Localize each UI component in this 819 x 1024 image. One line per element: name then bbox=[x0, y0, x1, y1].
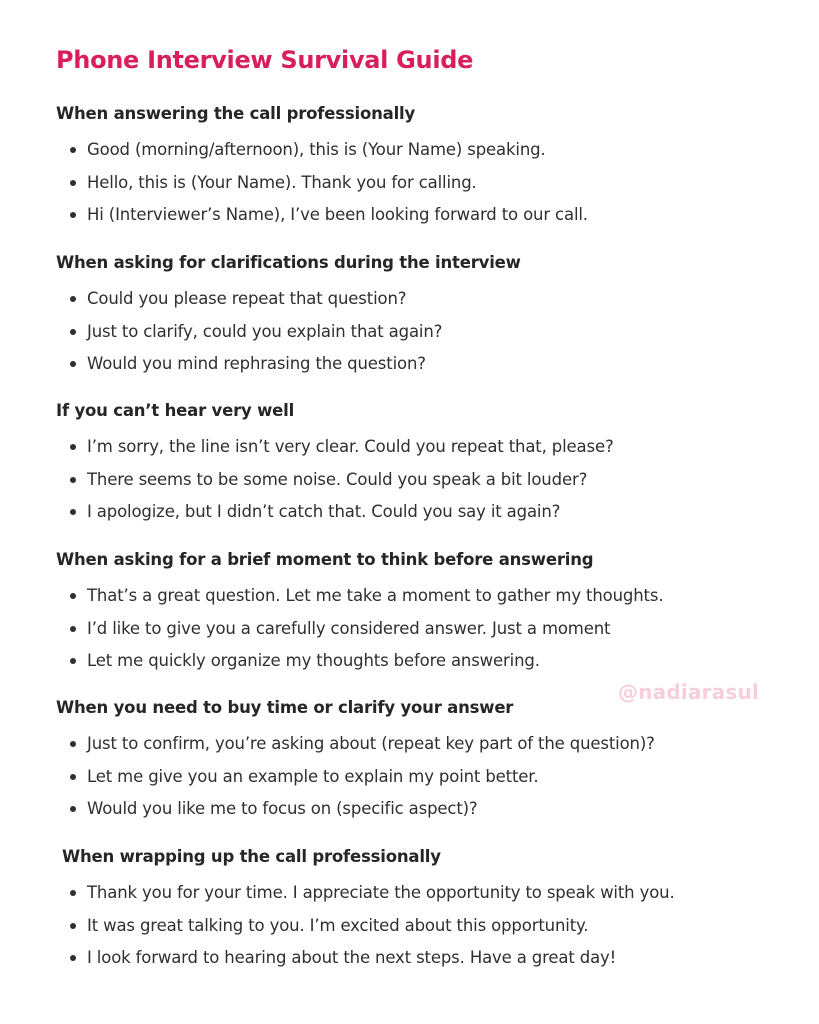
list-item bbox=[56, 915, 796, 948]
bullet-icon bbox=[70, 923, 76, 929]
list-item-text: I look forward to hearing about the next steps. Have a great day! bbox=[87, 948, 617, 967]
list-item bbox=[56, 618, 796, 651]
list-item bbox=[56, 353, 796, 386]
section-heading: When asking for a brief moment to think before answering bbox=[56, 550, 594, 569]
list-item-text: Good (morning/afternoon), this is (Your Name) speaking. bbox=[87, 140, 546, 159]
list-item-text: It was great talking to you. I’m excited about this opportunity. bbox=[87, 915, 589, 935]
list-item-text: I’m sorry, the line isn’t very clear. Could you repeat that, please? bbox=[87, 437, 614, 456]
list-item bbox=[56, 288, 796, 321]
list-item bbox=[56, 766, 796, 799]
list-item bbox=[56, 947, 796, 980]
bullet-icon bbox=[70, 180, 76, 186]
bullet-icon bbox=[70, 212, 76, 218]
list-item-text: Just to confirm, you’re asking about (repeat key part of the question)? bbox=[87, 734, 655, 753]
section-moment-to-think bbox=[56, 549, 796, 683]
list-item-text: There seems to be some noise. Could you speak a bit louder? bbox=[87, 469, 588, 489]
bullet-icon bbox=[70, 444, 76, 450]
watermark-handle: @nadiarasul bbox=[618, 680, 759, 704]
list-item-text: Hi (Interviewer’s Name), I’ve been looking forward to our call. bbox=[87, 205, 588, 224]
list-item bbox=[56, 882, 796, 915]
list-item bbox=[56, 204, 796, 237]
list-item-text: Let me give you an example to explain my point better. bbox=[87, 766, 539, 786]
phrase-list bbox=[56, 436, 796, 534]
section-heading: When wrapping up the call professionally bbox=[62, 847, 441, 866]
section-cant-hear bbox=[56, 400, 796, 534]
list-item-text: Could you please repeat that question? bbox=[87, 289, 407, 308]
phrase-list bbox=[56, 585, 796, 683]
bullet-icon bbox=[70, 774, 76, 780]
bullet-icon bbox=[70, 626, 76, 632]
list-item-text: I’d like to give you a carefully considered answer. Just a moment bbox=[87, 618, 611, 638]
list-item bbox=[56, 139, 796, 172]
phrase-list bbox=[56, 733, 796, 831]
phrase-list bbox=[56, 882, 796, 980]
list-item bbox=[56, 172, 796, 205]
list-item bbox=[56, 501, 796, 534]
section-answering-call bbox=[56, 103, 796, 237]
list-item bbox=[56, 469, 796, 502]
list-item-text: That’s a great question. Let me take a moment to gather my thoughts. bbox=[87, 586, 664, 605]
page-title: Phone Interview Survival Guide bbox=[56, 46, 474, 74]
list-item-text: Thank you for your time. I appreciate the opportunity to speak with you. bbox=[87, 883, 675, 902]
section-heading: If you can’t hear very well bbox=[56, 401, 295, 420]
section-heading: When answering the call professionally bbox=[56, 104, 416, 123]
bullet-icon bbox=[70, 806, 76, 812]
section-asking-clarifications bbox=[56, 252, 796, 386]
bullet-icon bbox=[70, 658, 76, 664]
section-wrapping-up bbox=[56, 846, 796, 980]
phrase-list bbox=[56, 139, 796, 237]
list-item bbox=[56, 733, 796, 766]
list-item bbox=[56, 436, 796, 469]
list-item-text: Would you like me to focus on (specific aspect)? bbox=[87, 799, 478, 818]
bullet-icon bbox=[70, 741, 76, 747]
bullet-icon bbox=[70, 361, 76, 367]
list-item bbox=[56, 650, 796, 683]
section-heading: When asking for clarifications during the interview bbox=[56, 253, 521, 272]
list-item-text: I apologize, but I didn’t catch that. Could you say it again? bbox=[87, 502, 561, 521]
bullet-icon bbox=[70, 477, 76, 483]
bullet-icon bbox=[70, 147, 76, 153]
bullet-icon bbox=[70, 296, 76, 302]
bullet-icon bbox=[70, 509, 76, 515]
section-heading: When you need to buy time or clarify your answer bbox=[56, 698, 514, 717]
bullet-icon bbox=[70, 329, 76, 335]
bullet-icon bbox=[70, 593, 76, 599]
bullet-icon bbox=[70, 890, 76, 896]
bullet-icon bbox=[70, 955, 76, 961]
list-item bbox=[56, 321, 796, 354]
list-item-text: Would you mind rephrasing the question? bbox=[87, 354, 426, 373]
list-item-text: Hello, this is (Your Name). Thank you for calling. bbox=[87, 172, 477, 192]
section-buy-time bbox=[56, 697, 796, 831]
list-item bbox=[56, 585, 796, 618]
list-item bbox=[56, 798, 796, 831]
phrase-list bbox=[56, 288, 796, 386]
list-item-text: Let me quickly organize my thoughts before answering. bbox=[87, 651, 540, 670]
list-item-text: Just to clarify, could you explain that again? bbox=[87, 321, 443, 341]
